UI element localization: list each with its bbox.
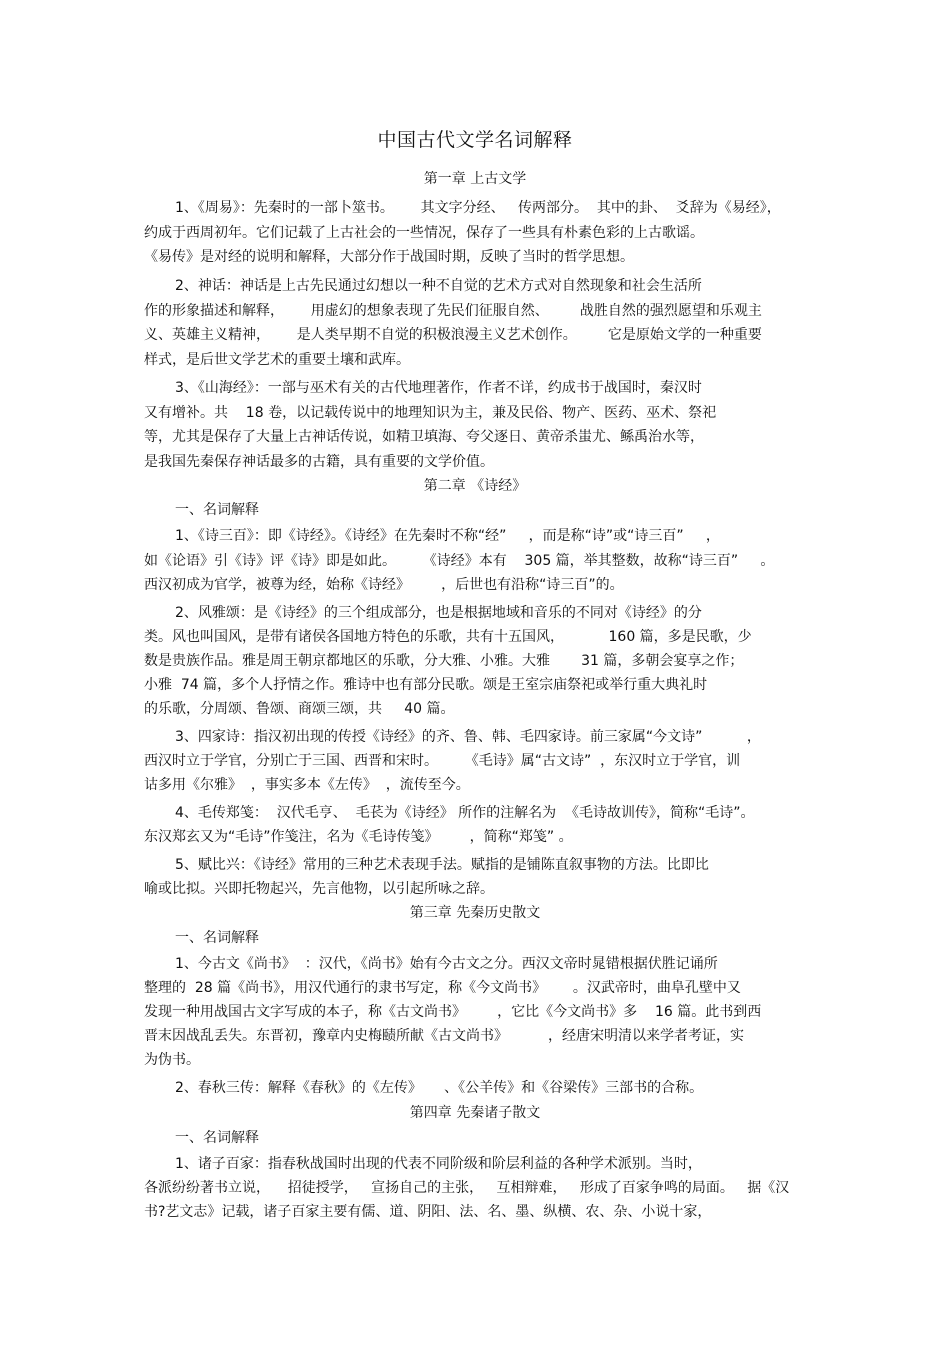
line-text: 类。风也叫国风，是带有诸侯各国地方特色的乐歌，共有十五国风， 160 篇，多是民歌，少	[144, 629, 752, 645]
line-text: 3、《山海经》：一部与巫术有关的古代地理著作，作者不详，约成书于战国时，秦汉时	[175, 380, 702, 396]
line-text: 数是贵族作品。雅是周王朝京都地区的乐歌，分大雅、小雅。大雅 31 篇，多朝会宴享之作；	[144, 653, 744, 669]
line-text: 各派纷纷著书立说， 招徒授学， 宣扬自己的主张， 互相辩难， 形成了百家争鸣的局面。 据《汉	[144, 1180, 790, 1196]
line-text: 作的形象描述和解释， 用虚幻的想象表现了先民们征服自然、 战胜自然的强烈愿望和乐观主	[144, 303, 762, 319]
line-text: 整理的 28 篇《尚书》，用汉代通行的隶书写定，称《今文尚书》 。汉武帝时，曲阜孔壁中又	[144, 980, 741, 996]
line-text: 一、名词解释	[175, 1130, 259, 1146]
line-text: 1、今古文《尚书》 ：汉代，《尚书》始有今古文之分。西汉文帝时晁错根据伏胜记诵所	[175, 956, 718, 972]
line-text: 的乐歌，分周颂、鲁颂、商颂三颂，共 40 篇。	[144, 701, 455, 717]
line-text: 义、英雄主义精神， 是人类早期不自觉的积极浪漫主义艺术创作。 它是原始文学的一种重要	[144, 327, 762, 343]
line-text: 1、诸子百家：指春秋战国时出现的代表不同阶级和阶层利益的各种学术派别。当时，	[175, 1156, 702, 1172]
line-text: 3、四家诗：指汉初出现的传授《诗经》的齐、鲁、韩、毛四家诗。前三家属“今文诗” ，	[175, 729, 761, 745]
chapter-heading-1: 第一章 上古文学	[423, 171, 527, 187]
chapter-heading-3: 第三章 先秦历史散文	[409, 905, 541, 921]
line-text: 是我国先秦保存神话最多的古籍，具有重要的文学价值。	[144, 454, 494, 470]
line-text: 一、名词解释	[175, 502, 259, 518]
line-text: 4、毛传郑笺： 汉代毛亨、 毛苌为《诗经》 所作的注解名为 《毛诗故训传》，简称“毛诗”。	[175, 805, 755, 821]
line-text: 东汉郑玄又为“毛诗”作笺注，名为《毛诗传笺》 ，简称“郑笺” 。	[144, 829, 573, 845]
line-text: 诂多用《尔雅》 ，事实多本《左传》 ，流传至今。	[144, 777, 470, 793]
line-text: 如《论语》引《诗》评《诗》即是如此。 《诗经》本有 305 篇，举其整数，故称“诗三百” 。	[144, 553, 775, 569]
line-text: 样式，是后世文学艺术的重要土壤和武库。	[144, 352, 410, 368]
line-text: 晋末因战乱丢失。东晋初，豫章内史梅赜所献《古文尚书》 ，经唐宋明清以来学者考证，实	[144, 1028, 745, 1044]
line-text: 2、春秋三传：解释《春秋》的《左传》 、《公羊传》和《谷梁传》三部书的合称。	[175, 1080, 704, 1096]
line-text: 小雅 74 篇，多个人抒情之作。雅诗中也有部分民歌。颂是王室宗庙祭祀或举行重大典礼时	[144, 677, 708, 693]
line-text: 2、风雅颂：是《诗经》的三个组成部分，也是根据地域和音乐的不同对《诗经》的分	[175, 605, 702, 621]
line-text: 等，尤其是保存了大量上古神话传说，如精卫填海、夸父逐日、黄帝杀蚩尤、鲧禹治水等，	[144, 429, 704, 445]
line-text: 一、名词解释	[175, 930, 259, 946]
chapter-heading-2: 第二章 《诗经》	[423, 478, 527, 494]
line-text: 西汉初成为官学，被尊为经，始称《诗经》 ，后世也有沿称“诗三百”的。	[144, 577, 624, 593]
line-text: 发现一种用战国古文字写成的本子，称《古文尚书》 ，它比《今文尚书》多 16 篇。此书到西	[144, 1004, 762, 1020]
chapter-heading-4: 第四章 先秦诸子散文	[409, 1105, 541, 1121]
line-text: 5、赋比兴：《诗经》常用的三种艺术表现手法。赋指的是铺陈直叙事物的方法。比即比	[175, 857, 709, 873]
document-title: 中国古代文学名词解释	[377, 129, 573, 151]
line-text: 1、《诗三百》：即《诗经》。《诗经》在先秦时不称“经” ，而是称“诗”或“诗三百” ，	[175, 528, 720, 544]
line-text: 书?艺文志》记载，诸子百家主要有儒、道、阴阳、法、名、墨、纵横、农、杂、小说十家，	[144, 1204, 712, 1220]
line-text: 2、神话：神话是上古先民通过幻想以一种不自觉的艺术方式对自然现象和社会生活所	[175, 278, 702, 294]
line-text: 1、《周易》：先秦时的一部卜筮书。 其文字分经、 传两部分。 其中的卦、 爻辞为《易经》，	[175, 200, 781, 216]
line-text: 约成于西周初年。它们记载了上古社会的一些情况，保存了一些具有朴素色彩的上古歌谣。	[144, 225, 704, 241]
line-text: 西汉时立于学官，分别亡于三国、西晋和宋时。 《毛诗》属“古文诗” ，东汉时立于学官，训	[144, 753, 741, 769]
line-text: 《易传》是对经的说明和解释，大部分作于战国时期，反映了当时的哲学思想。	[144, 249, 634, 265]
line-text: 为伪书。	[144, 1052, 200, 1068]
line-text: 喻或比拟。兴即托物起兴，先言他物，以引起所咏之辞。	[144, 881, 494, 897]
line-text: 又有增补。共 18 卷，以记载传说中的地理知识为主，兼及民俗、物产、医药、巫术、祭祀	[144, 405, 717, 421]
